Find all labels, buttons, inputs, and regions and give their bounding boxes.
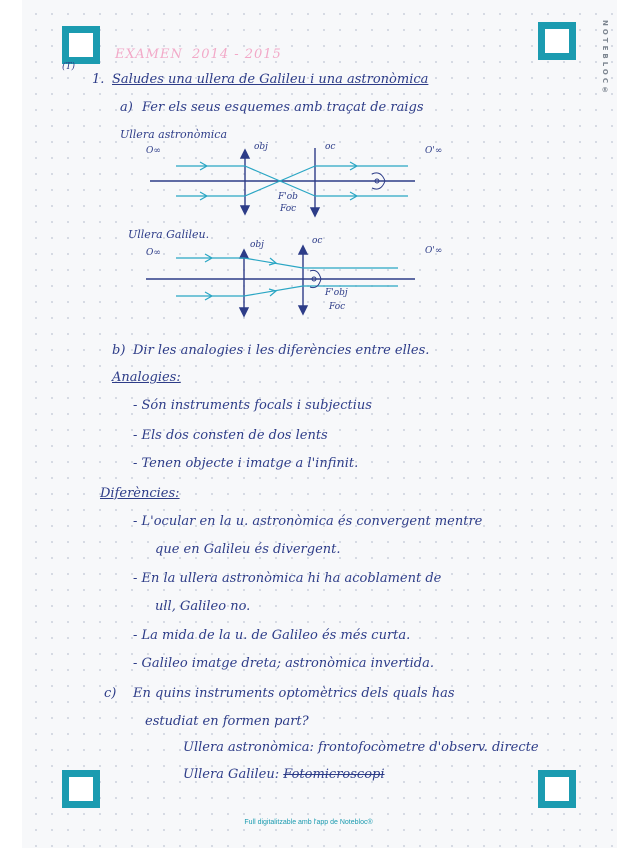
diagram1-title: Ullera astronòmica — [120, 128, 228, 141]
analogy-3: - Tenen objecte i imatge a l'infinit. — [133, 456, 359, 471]
diagram2-focus1: F'obj — [325, 288, 348, 298]
part-c-line2: estudiat en formen part? — [145, 714, 309, 729]
diagram2-obj-label: obj — [250, 240, 264, 250]
difference-1-cont: que en Galileu és divergent. — [155, 542, 341, 557]
diagram1-focus2: Foc — [280, 204, 297, 214]
diagram2-oc-label: oc — [312, 236, 323, 246]
diagram1-oc-label: oc — [325, 142, 336, 152]
part-c-answer2-prefix: Ullera Galileu: — [183, 767, 280, 782]
differences-heading: Diferències: — [100, 486, 180, 501]
part-c-answer1: Ullera astronòmica: frontofocòmetre d'observ. directe — [183, 740, 539, 755]
part-c-answer2 — [183, 767, 385, 782]
analogies-heading: Analogies: — [112, 370, 181, 385]
footer-text: Full digitalitzable amb l'app de Notebloc® — [244, 819, 373, 826]
corner-mark: (T) — [62, 62, 76, 72]
part-a-text: Fer els seus esquemes amb traçat de raigs — [142, 100, 424, 115]
analogy-1: - Són instruments focals i subjectius — [133, 398, 372, 413]
diagram2-title: Ullera Galileu. — [128, 228, 210, 241]
part-b-label: b) — [112, 343, 126, 358]
diagram1-right-label: O'∞ — [425, 146, 443, 156]
brand-label: NOTEBLOC® — [601, 20, 609, 97]
difference-3: - La mida de la u. de Galileo és més curta. — [133, 628, 411, 643]
diagram2-focus2: Foc — [329, 302, 346, 312]
diagram2-left-label: O∞ — [146, 248, 161, 258]
difference-1: - L'ocular en la u. astronòmica és convergent mentre — [133, 514, 483, 529]
question-number: 1. — [92, 72, 105, 87]
difference-2: - En la ullera astronòmica hi ha acoblament de — [133, 571, 442, 586]
part-c-answer2-struck: Fotomicroscopi — [283, 767, 385, 782]
diagram2-right-label: O'∞ — [425, 246, 443, 256]
diagram1-left-label: O∞ — [146, 146, 161, 156]
part-c-line1: En quins instruments optomètrics dels quals has — [133, 686, 455, 701]
difference-4: - Galileo imatge dreta; astronòmica invertida. — [133, 656, 435, 671]
exam-title: EXAMEN — [115, 47, 183, 62]
part-a-label: a) — [120, 100, 133, 115]
part-c-label: c) — [104, 686, 117, 701]
exam-years: 2014 - 2015 — [192, 47, 282, 62]
analogy-2: - Els dos consten de dos lents — [133, 428, 328, 443]
part-b-text: Dir les analogies i les diferències entre elles. — [133, 343, 430, 358]
difference-2-cont: ull, Galileo no. — [155, 599, 251, 614]
diagram1-obj-label: obj — [254, 142, 268, 152]
diagram1-focus1: F'ob — [278, 192, 298, 202]
question-text: Saludes una ullera de Galileu i una astronòmica — [112, 72, 429, 87]
